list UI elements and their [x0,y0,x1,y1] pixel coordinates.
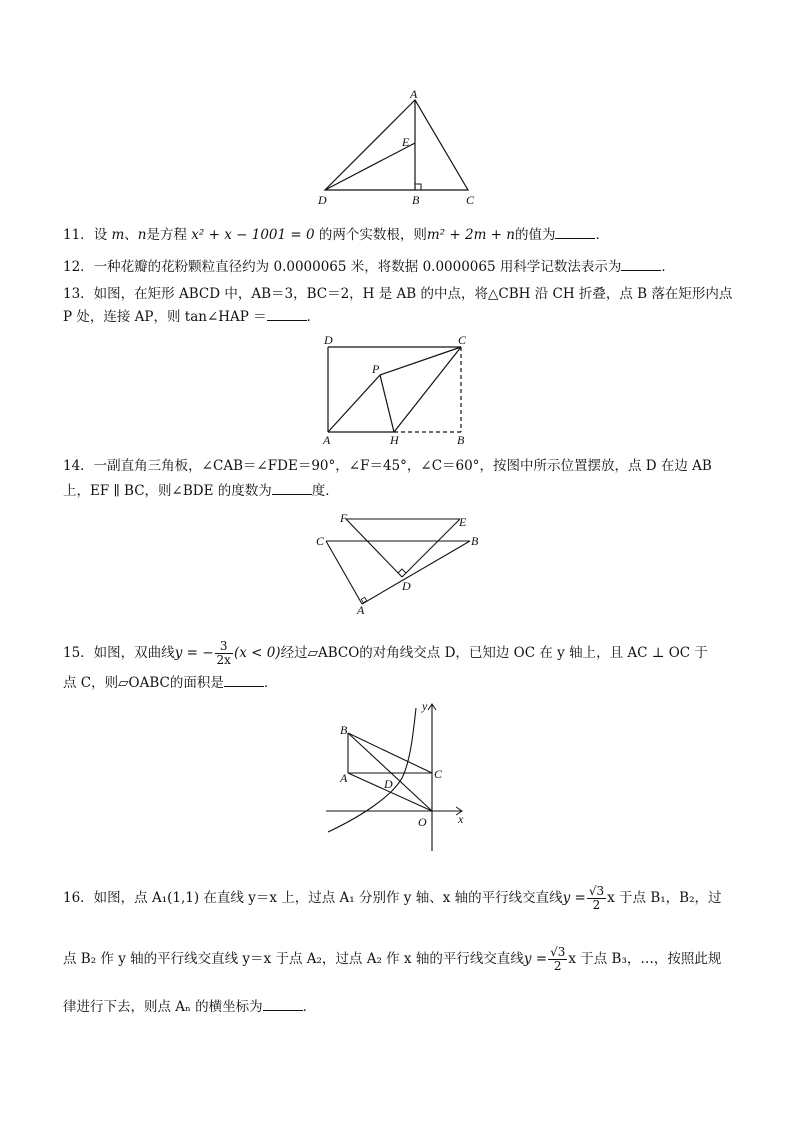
fraction-denominator: 2 [592,898,601,912]
question-15-line-2 [63,674,277,692]
answer-blank[interactable] [267,308,307,321]
answer-blank[interactable] [263,998,303,1011]
label-A: A [357,603,365,617]
q14-text-2: 上，EF ∥ BC，则∠BDE 的度数为 [63,483,272,499]
q15-parallelogram-2: ▱OABC [118,675,170,691]
q15-text-1: 15．如图，双曲线 [63,645,175,661]
label-C: C [434,767,443,781]
q15-function: y = − [174,645,214,661]
q14-text-1: 14．一副直角三角板，∠CAB＝∠FDE＝90°，∠F＝45°，∠C＝60°，按图中所示位置摆放，点 D 在边 AB [63,458,712,474]
q15-fraction [215,640,233,667]
q16-fraction-2 [548,946,567,973]
label-D: D [402,579,411,593]
label-C: C [466,193,475,207]
question-13-line-1 [63,285,732,303]
q16-function: y = [562,890,586,906]
q11-var-n: n [137,227,147,243]
q13-text-1: 13．如图，在矩形 ABCD 中，AB＝3，BC＝2，H 是 AB 的中点，将△CBH 沿 CH 折叠，点 B 落在矩形内点 [63,286,733,302]
q11-text-c: 的两个实数根，则 [318,227,427,243]
q11-var-m: m [111,227,125,243]
label-H: H [390,433,399,447]
q15-text-3: 的面积是 [169,675,224,691]
q13-text-2: P 处，连接 AP，则 tan∠HAP ＝ [63,309,267,325]
label-F: F [340,511,348,525]
fraction-numerator: √3 [550,945,566,959]
fraction-numerator: 3 [215,640,233,654]
label-A: A [340,771,348,785]
q13-end: ． [306,309,321,325]
q11-sep: 、 [124,227,138,243]
q15-condition: (x < 0) [233,645,281,661]
q11-text-b: 是方程 [146,227,187,243]
question-11 [63,226,609,244]
q16-text-1: 16．如图，点 A₁(1,1) 在直线 y＝x 上，过点 A₁ 分别作 y 轴、x 轴的平行线交直线 [63,890,563,906]
label-A: A [410,87,418,101]
q15-text-2: 点 C，则 [63,675,119,691]
label-B: B [457,433,465,447]
label-C: C [458,333,467,347]
answer-blank[interactable] [621,258,661,271]
q11-expression: m² + 2m + n [426,227,515,243]
q16-function-2: y = [523,951,548,967]
q15-end: ． [263,675,278,691]
fraction-denominator: 2x [216,653,231,667]
hyperbola-figure-q15 [322,696,472,854]
q16-fraction [587,885,606,912]
label-O: O [418,815,427,829]
question-14-line-1 [63,457,712,475]
label-E: E [402,135,410,149]
fraction-denominator: 2 [553,959,562,973]
label-A: A [323,433,331,447]
q12-text: 一种花瓣的花粉颗粒直径约为 0.0000065 米，将数据 0.0000065 用科学记数法表示为 [93,259,622,275]
set-squares-figure-q14 [312,510,487,615]
q11-equation: x² + x − 1001 = 0 [191,227,315,243]
triangle-diagram [310,88,480,213]
question-13-line-2 [63,308,320,326]
label-D: D [324,333,333,347]
label-B: B [340,723,348,737]
q14-text-3: 度． [311,483,339,499]
label-D: D [384,777,393,791]
question-14-line-2 [63,482,339,500]
q16-end: ． [302,999,317,1015]
label-x: x [458,812,464,826]
q15-text-b: 经过 [280,645,308,661]
set-squares-diagram [312,510,487,615]
label-B: B [412,193,420,207]
label-E: E [459,515,467,529]
q11-end: ． [595,227,609,243]
q12-end: ． [661,259,675,275]
q11-number: 11． [63,227,94,243]
question-15-line-1 [63,640,708,667]
label-C: C [316,534,325,548]
q16-text-2: 点 B₂ 作 y 轴的平行线交直线 y＝x 于点 A₂，过点 A₂ 作 x 轴的平行线交直线 [63,951,524,967]
label-B: B [471,534,479,548]
q11-text-d: 的值为 [514,227,556,243]
rectangle-figure-q13 [318,332,478,447]
fraction-numerator: √3 [588,884,605,898]
question-16-line-2 [63,946,721,973]
q15-text-c: 的对角线交点 D，已知边 OC 在 y 轴上，且 AC ⊥ OC 于 [359,645,708,661]
answer-blank[interactable] [555,226,595,239]
q16-text-3: x 于点 B₃，…，按照此规 [568,951,722,967]
question-16-line-1 [63,885,722,912]
question-12 [63,258,675,276]
q11-text: 设 [93,227,108,243]
q12-number: 12． [63,259,94,275]
hyperbola-diagram [322,696,472,854]
triangle-figure-q10 [310,88,480,213]
rectangle-diagram [318,332,478,447]
question-16-line-3 [63,998,316,1016]
q15-parallelogram: ▱ABCO [307,645,360,661]
q16-text-4: 律进行下去，则点 Aₙ 的横坐标为 [63,999,263,1015]
label-y: y [422,699,428,713]
answer-blank[interactable] [272,482,312,495]
label-P: P [372,362,380,376]
label-D: D [318,193,327,207]
q16-text-b: x 于点 B₁，B₂，过 [607,890,722,906]
answer-blank[interactable] [224,674,264,687]
